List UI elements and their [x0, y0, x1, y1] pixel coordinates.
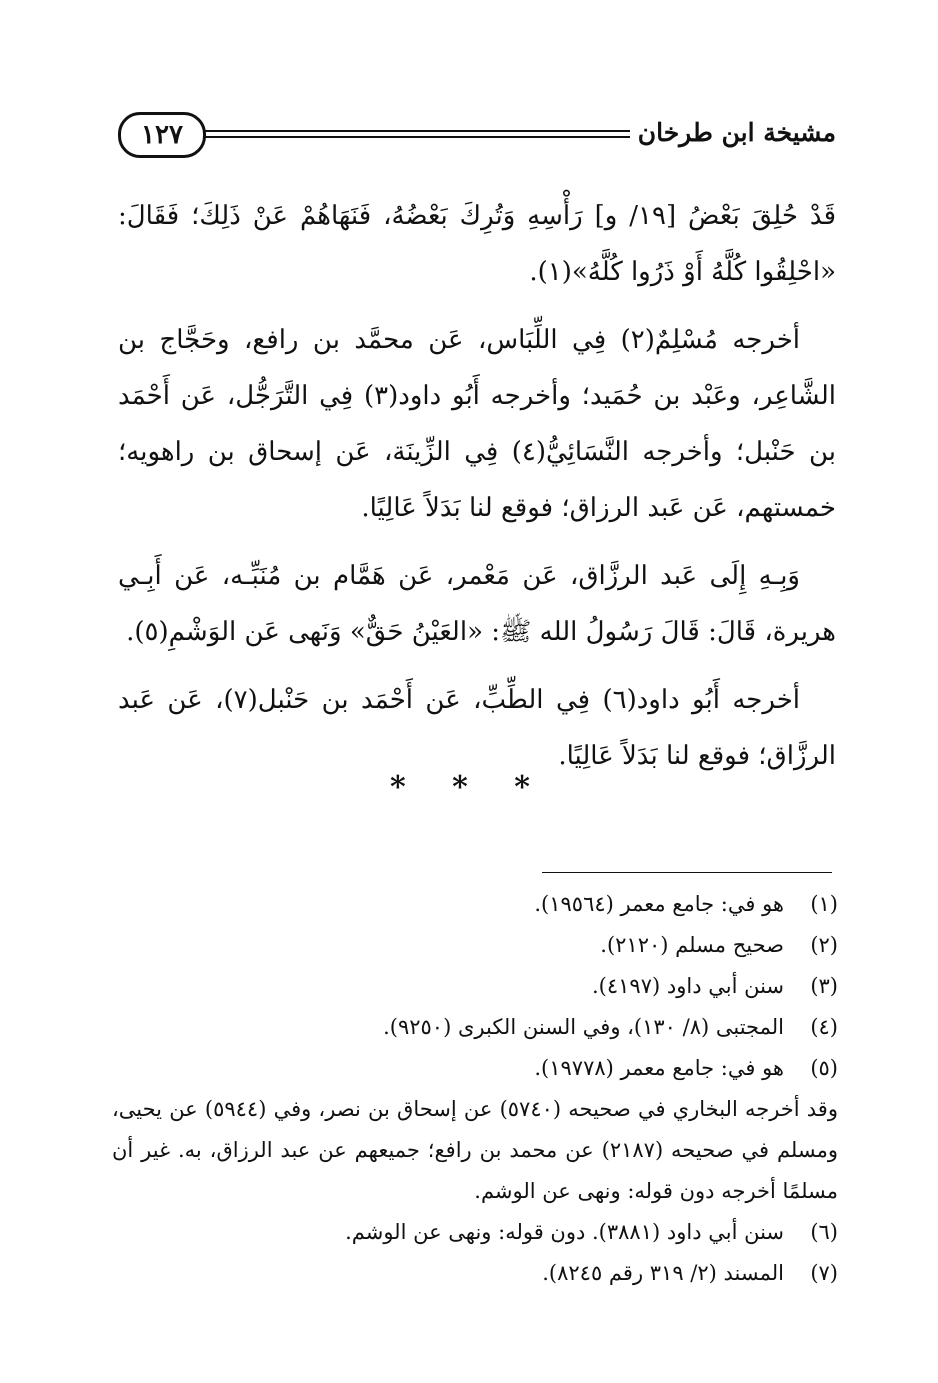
footnote-text: هو في: جامع معمر (١٩٧٧٨). [534, 1056, 784, 1080]
footnote-4 [112, 1007, 838, 1048]
footnote-rule [542, 872, 832, 873]
section-separator: * * * [390, 770, 548, 805]
footnote-number: (٧) [810, 1261, 838, 1285]
footnote-text: سنن أبي داود (٣٨٨١). دون قوله: ونهى عن الوشم. [345, 1220, 784, 1244]
footnote-text: سنن أبي داود (٤١٩٧). [592, 974, 784, 998]
footnote-text: صحيح مسلم (٢١٢٠). [600, 933, 784, 957]
footnote-2 [112, 925, 838, 966]
footnote-number: (٦) [810, 1220, 838, 1244]
paragraph: قَدْ حُلِقَ بَعْضُ [١٩/ و] رَأْسِهِ وَتُرِكَ بَعْضُهُ، فَنَهَاهُمْ عَنْ ذَلِكَ؛ فَقَالَ: «احْلِقُوا كُلَّهُ أَوْ ذَرُوا كُلَّهُ»(١). [118, 201, 836, 287]
footnote-7 [112, 1253, 838, 1294]
paragraph: أخرجه مُسْلِمٌ(٢) فِي اللِّبَاس، عَن محمَّد بن رافع، وحَجَّاج بن الشَّاعِر، وعَبْد بن حُمَيد؛ وأخرجه أَبُو داود(٣) فِي التَّرَجُّل، عَن أَحْمَد بن حَنْبل؛ وأخرجه النَّسَائِيُّ(٤) فِي الزِّينَة، عَن إسحاق بن راهويه؛ خمستهم، عَن عَبد الرزاق؛ فوقع لنا بَدَلاً عَالِيًا. [118, 325, 837, 523]
footnote-number: (٢) [810, 933, 838, 957]
main-text [118, 188, 836, 796]
page-number: ١٢٧ [118, 112, 206, 158]
paragraph: وَبِـهِ إِلَى عَبد الرزَّاق، عَن مَعْمر، عَن هَمَّام بن مُنَبِّـه، عَن أَبِـي هريرة، قَالَ: قَالَ رَسُولُ الله ﷺ: «العَيْنُ حَقٌّ» وَنَهى عَن الوَشْمِ(٥). [118, 561, 836, 647]
footnote-number: (٣) [810, 974, 838, 998]
footnote-3 [112, 966, 838, 1007]
header-rule [204, 130, 630, 138]
footnote-5 [112, 1048, 838, 1089]
footnote-text: المجتبى (٨/ ١٣٠)، وفي السنن الكبرى (٩٢٥٠). [383, 1015, 784, 1039]
paragraph: أخرجه أَبُو داود(٦) فِي الطِّبِّ، عَن أَحْمَد بن حَنْبل(٧)، عَن عَبد الرزَّاق؛ فوقع لنا بَدَلاً عَالِيًا. [118, 685, 836, 771]
footnote-1 [112, 884, 838, 925]
footnote-6 [112, 1212, 838, 1253]
footnote-text: هو في: جامع معمر (١٩٥٦٤). [534, 892, 784, 916]
footnotes [112, 884, 838, 1294]
page-header [118, 112, 836, 162]
footnote-number: (٥) [810, 1056, 838, 1080]
footnote-text: المسند (٢/ ٣١٩ رقم ٨٢٤٥). [542, 1261, 784, 1285]
running-title: مشيخة ابن طرخان [637, 118, 836, 147]
footnote-5-continuation: وقد أخرجه البخاري في صحيحه (٥٧٤٠) عن إسحاق بن نصر، وفي (٥٩٤٤) عن يحيى، ومسلم في صحيحه (٢١٨٧) عن محمد بن رافع؛ جميعهم عن عبد الرزاق، به. غير أن مسلمًا أخرجه دون قوله: ونهى عن الوشم. [112, 1097, 839, 1203]
footnote-number: (١) [810, 892, 838, 916]
footnote-number: (٤) [810, 1015, 838, 1039]
